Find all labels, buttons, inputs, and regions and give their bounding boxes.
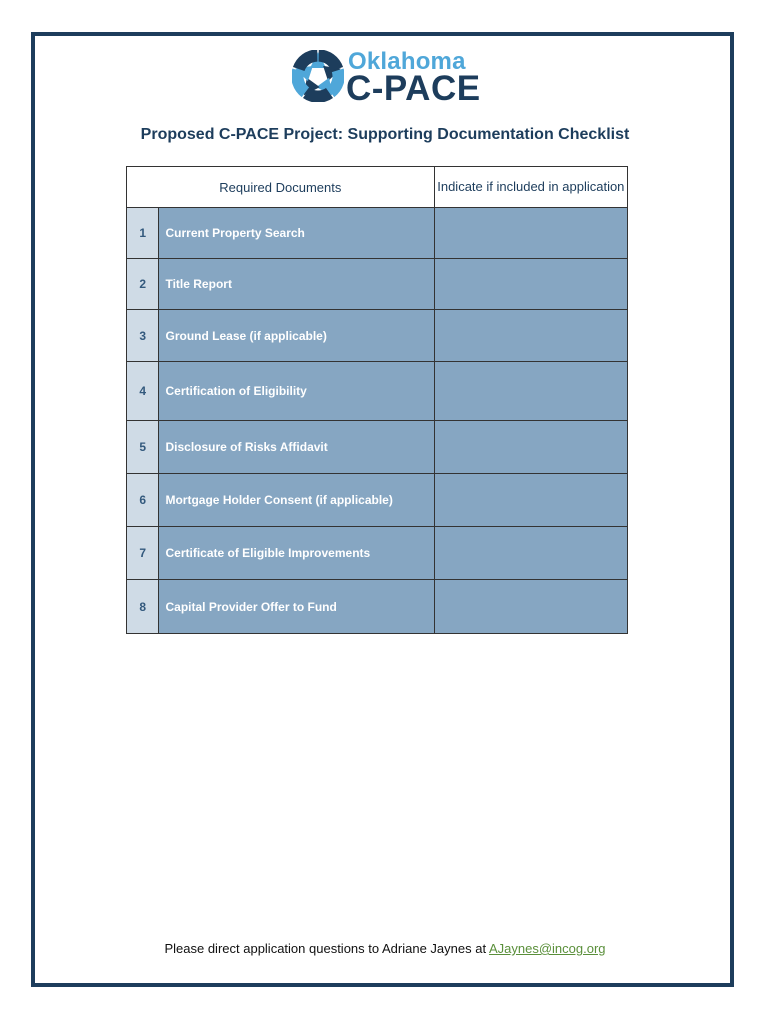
row-document-name: Certificate of Eligible Improvements [159,527,434,580]
page-title: Proposed C-PACE Project: Supporting Documentation Checklist [140,126,630,143]
row-number: 1 [127,208,159,259]
table-row [127,421,628,474]
row-indicate-cell[interactable] [434,474,627,527]
oklahoma-cpace-logo [292,50,482,106]
table-row [127,362,628,421]
table-header-row [127,167,628,208]
row-document-name: Certification of Eligibility [159,362,434,421]
row-number: 6 [127,474,159,527]
contact-email-link[interactable]: AJaynes@incog.org [488,941,606,956]
row-number: 5 [127,421,159,474]
footer-text: Please direct application questions to Adriane Jaynes at [164,941,487,956]
row-document-name: Ground Lease (if applicable) [159,310,434,362]
row-indicate-cell[interactable] [434,259,627,310]
row-number: 3 [127,310,159,362]
table-row [127,208,628,259]
row-indicate-cell[interactable] [434,527,627,580]
table-row [127,474,628,527]
row-number: 2 [127,259,159,310]
contact-footer [0,941,770,956]
row-document-name: Current Property Search [159,208,434,259]
row-indicate-cell[interactable] [434,362,627,421]
row-number: 4 [127,362,159,421]
row-number: 8 [127,580,159,634]
logo-text-cpace: C-PACE [346,69,481,108]
documentation-checklist-table [126,166,628,634]
row-document-name: Mortgage Holder Consent (if applicable) [159,474,434,527]
row-document-name: Capital Provider Offer to Fund [159,580,434,634]
row-indicate-cell[interactable] [434,421,627,474]
row-number: 7 [127,527,159,580]
row-indicate-cell[interactable] [434,310,627,362]
star-emblem-icon [292,50,344,102]
table-row [127,259,628,310]
header-indicate-included: Indicate if included in application [434,167,627,208]
table-row [127,580,628,634]
table-row [127,527,628,580]
logo-text-oklahoma: Oklahoma [348,48,466,75]
row-document-name: Title Report [159,259,434,310]
table-row [127,310,628,362]
row-document-name: Disclosure of Risks Affidavit [159,421,434,474]
row-indicate-cell[interactable] [434,580,627,634]
row-indicate-cell[interactable] [434,208,627,259]
header-required-documents: Required Documents [127,167,435,208]
